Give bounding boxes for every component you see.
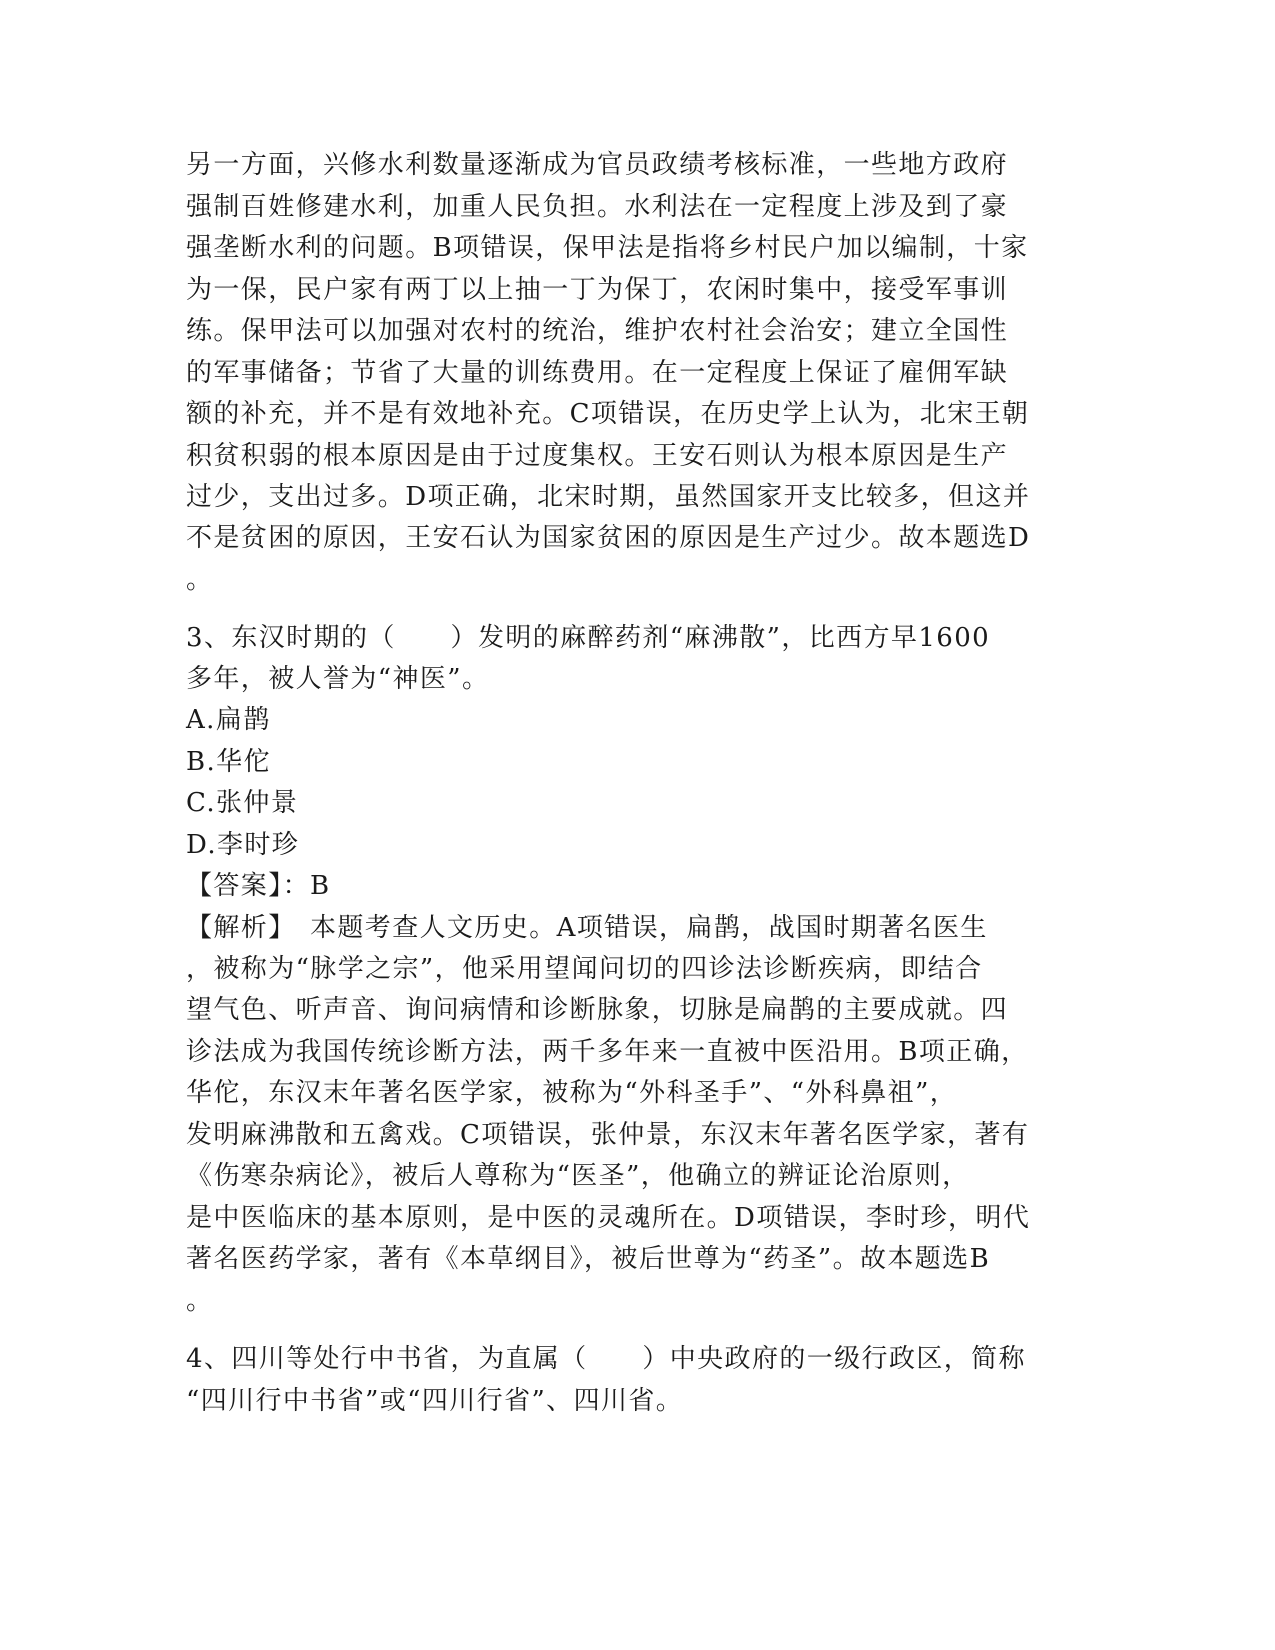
explanation-line: 望气色、听声音、询问病情和诊断脉象，切脉是扁鹊的主要成就。四 [186,995,1009,1025]
text-line: 积贫积弱的根本原因是由于过度集权。王安石则认为根本原因是生产 [186,441,1009,471]
explanation-line: 是中医临床的基本原则，是中医的灵魂所在。D项错误，李时珍，明代 [186,1203,1031,1233]
text-line: 练。保甲法可以加强对农村的统治，维护农村社会治安；建立全国性 [186,316,1009,346]
text-line: 强垄断水利的问题。B项错误，保甲法是指将乡村民户加以编制，十家 [186,233,1029,263]
text-line: 强制百姓修建水利，加重人民负担。水利法在一定程度上涉及到了豪 [186,192,1009,222]
option-d: D.李时珍 [186,830,300,860]
explanation-line: 。 [186,1286,214,1316]
explanation-line: ，被称为“脉学之宗”，他采用望闻问切的四诊法诊断疾病，即结合 [186,954,983,984]
question-4-stem: 4、四川等处行中书省，为直属（ ）中央政府的一级行政区，简称 [186,1344,1026,1374]
explanation-line: 华佗，东汉末年著名医学家，被称为“外科圣手”、“外科鼻祖”， [186,1078,958,1108]
text-line: 过少，支出过多。D项正确，北宋时期，虽然国家开支比较多，但这并 [186,482,1031,512]
question-3-stem: 多年，被人誉为“神医”。 [186,664,490,694]
option-a: A.扁鹊 [186,705,271,735]
option-c: C.张仲景 [186,788,299,818]
explanation-line: 发明麻沸散和五禽戏。C项错误，张仲景，东汉末年著名医学家，著有 [186,1120,1030,1150]
text-line: 的军事储备；节省了大量的训练费用。在一定程度上保证了雇佣军缺 [186,358,1009,388]
option-b: B.华佗 [186,747,271,777]
text-line: 另一方面，兴修水利数量逐渐成为官员政绩考核标准，一些地方政府 [186,150,1009,180]
explanation-line: 《伤寒杂病论》，被后人尊称为“医圣”，他确立的辨证论治原则， [186,1161,970,1191]
text-line: 额的补充，并不是有效地补充。C项错误，在历史学上认为，北宋王朝 [186,399,1030,429]
explanation-line: 著名医药学家，著有《本草纲目》，被后世尊为“药圣”。故本题选B [186,1244,991,1274]
question-4-stem: “四川行中书省”或“四川行省”、四川省。 [186,1386,684,1416]
explanation-line: 【解析】 本题考查人文历史。A项错误，扁鹊，战国时期著名医生 [186,913,988,943]
text-line: 不是贫困的原因，王安石认为国家贫困的原因是生产过少。故本题选D [186,523,1031,553]
text-line: 。 [186,565,214,595]
explanation-line: 诊法成为我国传统诊断方法，两千多年来一直被中医沿用。B项正确， [186,1037,1029,1067]
text-line: 为一保，民户家有两丁以上抽一丁为保丁，农闲时集中，接受军事训 [186,275,1009,305]
answer-line: 【答案】：B [186,871,331,901]
question-3-stem: 3、东汉时期的（ ）发明的麻醉药剂“麻沸散”，比西方早1600 [186,623,991,653]
